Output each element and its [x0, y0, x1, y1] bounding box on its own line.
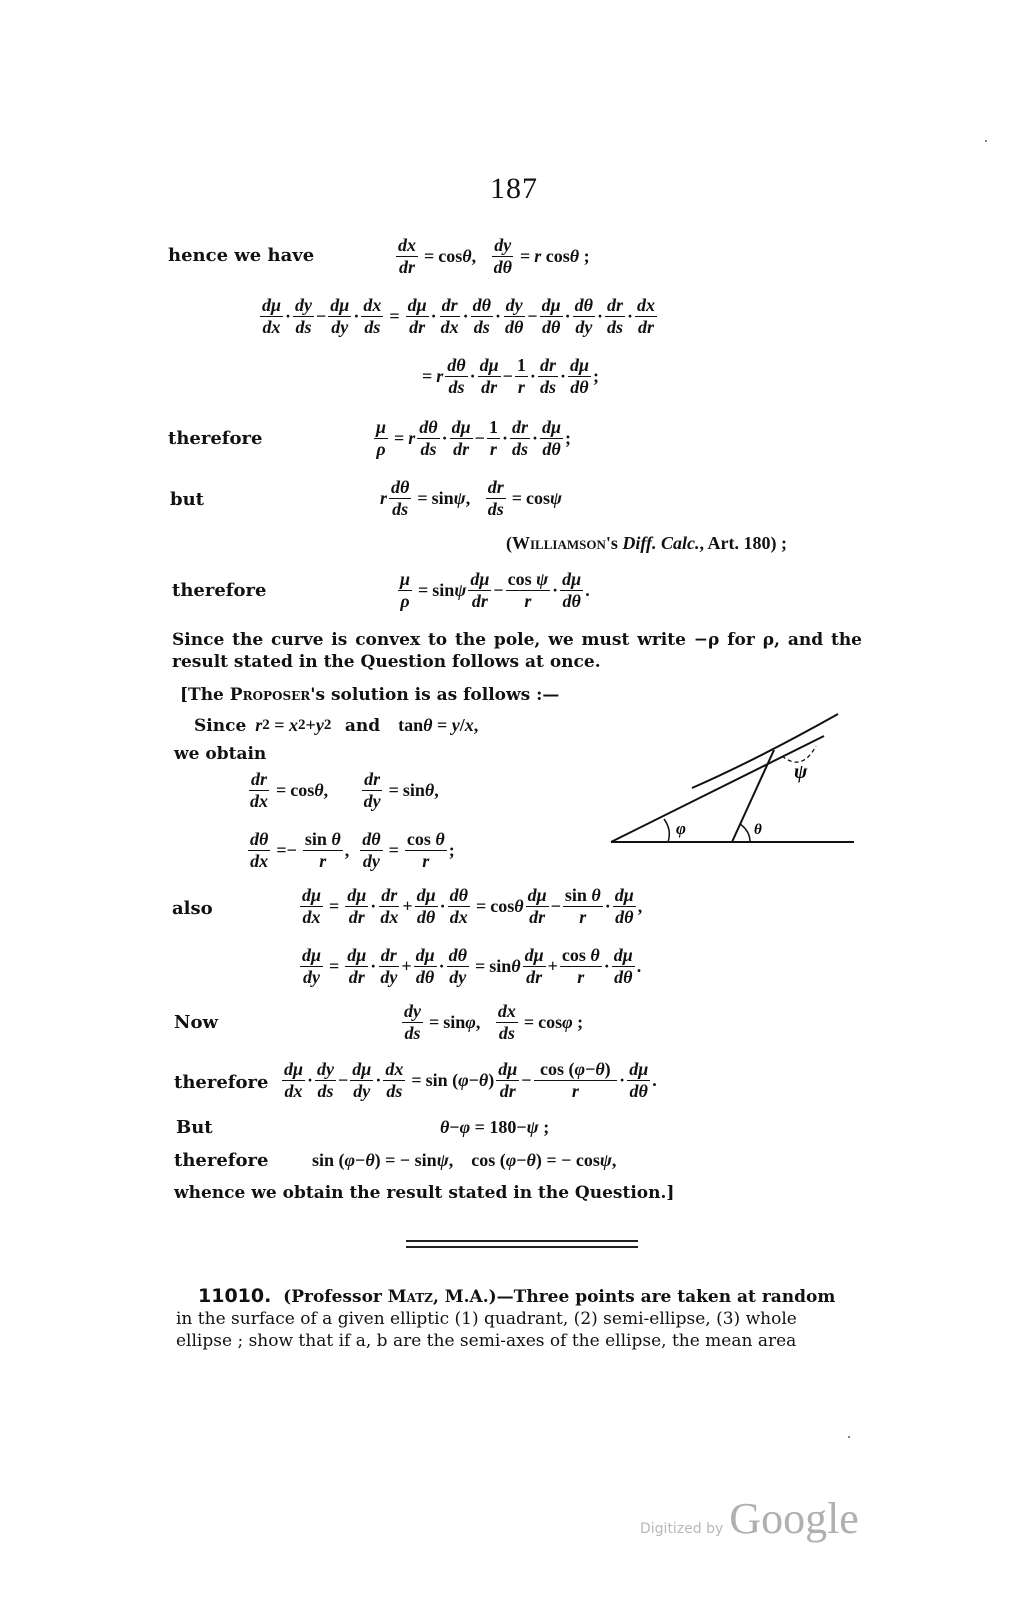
- geometry-diagram: [606, 706, 856, 854]
- diagram-tangent-line: [611, 736, 824, 842]
- question-author-sc: Matz: [387, 1287, 433, 1307]
- digitized-text: Digitized by: [640, 1521, 724, 1537]
- diagram-psi-label: ψ: [794, 761, 808, 783]
- diagram-curve: [692, 714, 838, 788]
- question-line-3: ellipse ; show that if a, b are the semi-axes of the ellipse, the mean area: [176, 1331, 797, 1351]
- divider-rule-bottom: [406, 1246, 638, 1248]
- diagram-phi-arc: [664, 819, 669, 842]
- equation-3: = r $\frac{d\theta}{ds}$ · $\frac{d\mu}{dr}$ − $\frac{1}{r}$ · $\frac{dr}{ds}$ · $\frac{d\mu}{d\theta}$ ;: [422, 355, 599, 397]
- label-therefore-3: therefore: [174, 1072, 269, 1093]
- paragraph-since-curve: Since the curve is convex to the pole, we must write −ρ for ρ, and the result stated in the Question follows at once.: [172, 630, 862, 672]
- equation-9: $\frac{d\mu}{dx}$ = $\frac{d\mu}{dr}$ · $\frac{dr}{dx}$ + $\frac{d\mu}{d\theta}$ · $\frac{d\theta}{dx}$ = cos θ $\frac{d\mu}{dr}$ − $\frac{\text{sin θ}}{r}$ · $\frac{d\mu}{d\theta}$ ,: [302, 885, 643, 927]
- equation-1: $\frac{dx}{dr}$ = cos θ , $\frac{dy}{d\theta}$ = r cos θ ;: [398, 235, 590, 277]
- proposer-post: 's solution is as follows :—: [310, 685, 560, 705]
- equation-5: r $\frac{d\theta}{ds}$ = sin ψ , $\frac{dr}{ds}$ = cos ψ: [380, 477, 562, 519]
- digitized-watermark: [640, 1493, 859, 1544]
- label-but: but: [170, 489, 204, 510]
- whence-line: whence we obtain the result stated in the Question.]: [174, 1183, 675, 1203]
- question-author-post: , M.A.)—Three points are taken at random: [432, 1287, 836, 1307]
- equation-13: θ − φ = 180− ψ ;: [440, 1117, 550, 1137]
- label-hence: hence we have: [168, 245, 315, 266]
- label-but-2: But: [176, 1117, 213, 1138]
- and-word: and: [344, 715, 381, 736]
- divider-rule-top: [406, 1240, 638, 1242]
- proposer-heading: [180, 684, 559, 706]
- label-therefore-1: therefore: [168, 428, 263, 449]
- google-logo: Google: [729, 1494, 859, 1543]
- citation-suffix: 's: [605, 533, 618, 553]
- speck: [985, 140, 987, 142]
- proposer-sc: Proposer: [229, 685, 311, 705]
- question-number: 11010.: [198, 1285, 272, 1307]
- diagram-phi-label: φ: [676, 819, 686, 838]
- citation-work: Diff. Calc.: [622, 533, 700, 553]
- diagram-radius-line: [732, 750, 774, 842]
- proposer-pre: [The: [180, 685, 230, 705]
- since-word: Since: [194, 715, 247, 736]
- label-now: Now: [174, 1012, 218, 1033]
- citation-author: Williamson: [512, 533, 606, 553]
- citation: ( Williamson 's Diff. Calc. , Art. 180) ;: [506, 533, 788, 553]
- equation-11: $\frac{dy}{ds}$ = sin φ , $\frac{dx}{ds}$ = cos φ ;: [404, 1001, 584, 1043]
- label-therefore-2: therefore: [172, 580, 267, 601]
- equation-4: $\frac{\mu}{\rho}$ = r $\frac{d\theta}{ds}$ · $\frac{d\mu}{dr}$ − $\frac{1}{r}$ · $\frac{dr}{ds}$ · $\frac{d\mu}{d\theta}$ ;: [376, 417, 571, 459]
- label-therefore-4: therefore: [174, 1150, 269, 1171]
- page-number: 187: [490, 172, 538, 205]
- citation-article: , Art. 180) ;: [699, 533, 788, 553]
- question-author-pre: (Professor: [283, 1287, 388, 1307]
- equation-since: Since r 2 = x 2 + y 2 and tan θ = y / x ,: [194, 715, 479, 736]
- equation-8: $\frac{d\theta}{dx}$ =− $\frac{\text{sin θ}}{r}$ , $\frac{d\theta}{dy}$ = $\frac{\text{cos θ}}{r}$ ;: [250, 829, 455, 871]
- we-obtain: we obtain: [174, 744, 267, 764]
- diagram-theta-label: θ: [754, 822, 762, 838]
- diagram-theta-arc: [740, 824, 750, 842]
- question-line-2: in the surface of a given elliptic (1) quadrant, (2) semi-ellipse, (3) whole: [176, 1309, 797, 1329]
- question-first-line: [198, 1285, 866, 1308]
- speck: [848, 1436, 850, 1438]
- equation-12: $\frac{d\mu}{dx}$ · $\frac{dy}{ds}$ − $\frac{d\mu}{dy}$ · $\frac{dx}{ds}$ = sin ( φ − θ ) $\frac{d\mu}{dr}$ − $\frac{\cos (\varphi-\theta)}{r}$ · $\frac{d\mu}{d\theta}$ .: [284, 1059, 657, 1101]
- equation-7: $\frac{dr}{dx}$ = cos θ , $\frac{dr}{dy}$ = sin θ ,: [250, 769, 439, 811]
- equation-2: $\frac{d\mu}{dx}$ · $\frac{dy}{ds}$ − $\frac{d\mu}{dy}$ · $\frac{dx}{ds}$ = $\frac{d\mu}{dr}$ · $\frac{dr}{dx}$ · $\frac{d\theta}{ds}$ · $\frac{dy}{d\theta}$ − $\frac{d\mu}{d\theta}$ · $\frac{d\theta}{dy}$ · $\frac{dr}{ds}$ · $\frac{dx}{dr}$: [262, 295, 656, 337]
- label-also: also: [172, 898, 213, 919]
- equation-10: $\frac{d\mu}{dy}$ = $\frac{d\mu}{dr}$ · $\frac{dr}{dy}$ + $\frac{d\mu}{d\theta}$ · $\frac{d\theta}{dy}$ = sin θ $\frac{d\mu}{dr}$ + $\frac{\text{cos θ}}{r}$ · $\frac{d\mu}{d\theta}$ .: [302, 945, 642, 987]
- equation-6: $\frac{\mu}{\rho}$ = sin ψ $\frac{d\mu}{dr}$ − $\frac{\text{cos ψ}}{r}$ · $\frac{d\mu}{d\theta}$ .: [400, 569, 590, 611]
- equation-14: sin ( φ − θ ) = − sin ψ , cos ( φ − θ ) = − cos ψ ,: [312, 1150, 617, 1170]
